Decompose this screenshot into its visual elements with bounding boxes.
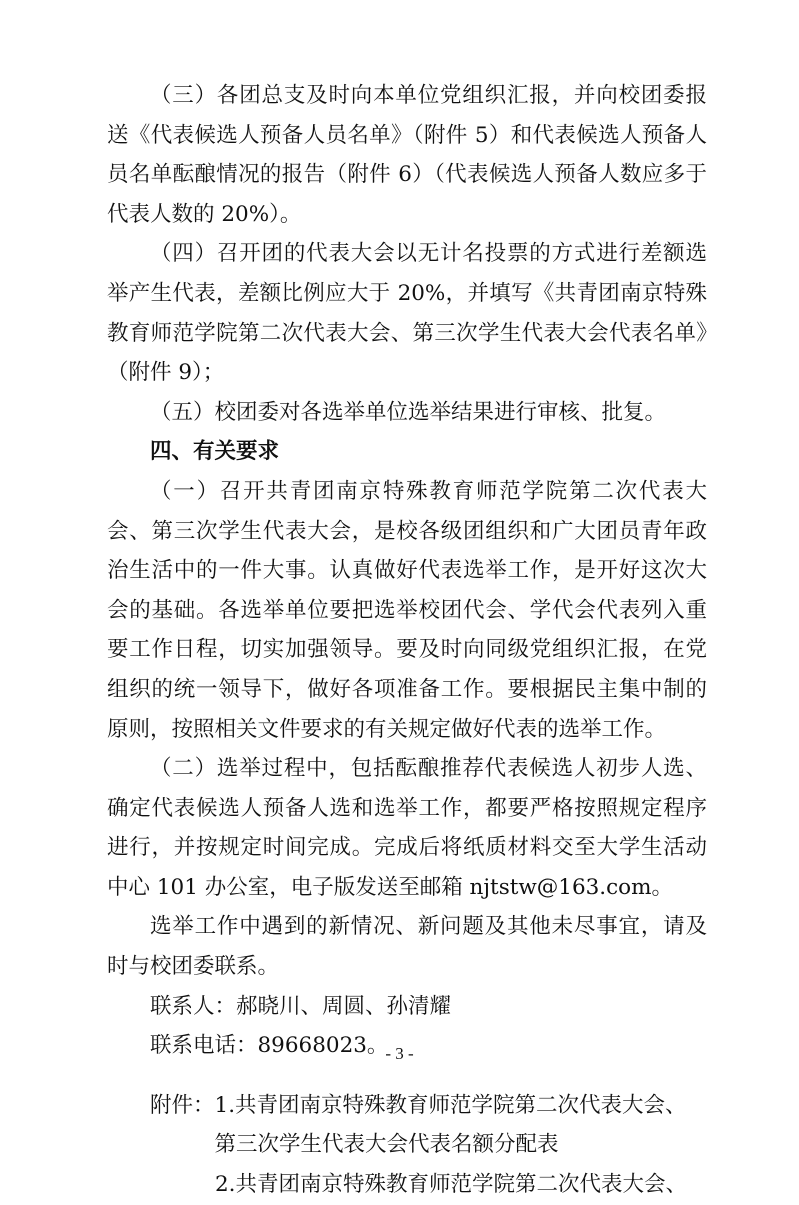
- contact-person: 联系人：郝晓川、周圆、孙清耀: [150, 993, 452, 1019]
- attachment-item-2: 2.共青团南京特殊教育师范学院第二次代表大会、: [215, 1172, 688, 1198]
- attachment-list: [107, 1086, 707, 1165]
- contact-phone: 联系电话：89668023。: [150, 1033, 389, 1059]
- paragraph-other-matters: 选举工作中遇到的新情况、新问题及其他未尽事宜，请及时与校团委联系。: [107, 914, 707, 980]
- paragraph-requirement-2: （二）选举过程中，包括酝酿推荐代表候选人初步人选、确定代表候选人预备人选和选举工作，都要严格按照规定程序进行，并按规定时间完成。完成后将纸质材料交至大学生活动中心 101 办公室，电子版发送至邮箱 njtstw@163.com。: [107, 756, 707, 900]
- paragraph-election-report: （三）各团总支及时向本单位党组织汇报，并向校团委报送《代表候选人预备人员名单》（附件 5）和代表候选人预备人员名单酝酿情况的报告（附件 6）（代表候选人预备人数应多于代表人数的 20%）。: [107, 83, 707, 227]
- document-body: [107, 76, 707, 1205]
- paragraph-review: （五）校团委对各选举单位选举结果进行审核、批复。: [150, 399, 667, 425]
- paragraph-congress-vote: （四）召开团的代表大会以无计名投票的方式进行差额选举产生代表，差额比例应大于 20%，并填写《共青团南京特殊教育师范学院第二次代表大会、第三次学生代表大会代表名单》（附件 9）；: [107, 241, 707, 386]
- paragraph-requirement-1: （一）召开共青团南京特殊教育师范学院第二次代表大会、第三次学生代表大会，是校各级团组织和广大团员青年政治生活中的一件大事。认真做好代表选举工作，是开好这次大会的基础。各选举单位要把选举校团代会、学代会代表列入重要工作日程，切实加强领导。要及时向同级党组织汇报，在党组织的统一领导下，做好各项准备工作。要根据民主集中制的原则，按照相关文件要求的有关规定做好代表的选举工作。: [107, 478, 707, 742]
- attachment-label: 附件：: [150, 1092, 215, 1118]
- spacer: [107, 1066, 707, 1086]
- section-heading: 四、有关要求: [150, 439, 280, 465]
- attachment-item-1: 1.共青团南京特殊教育师范学院第二次代表大会、第三次学生代表大会代表名额分配表: [214, 1092, 687, 1158]
- page-number: - 3 -: [385, 1044, 414, 1063]
